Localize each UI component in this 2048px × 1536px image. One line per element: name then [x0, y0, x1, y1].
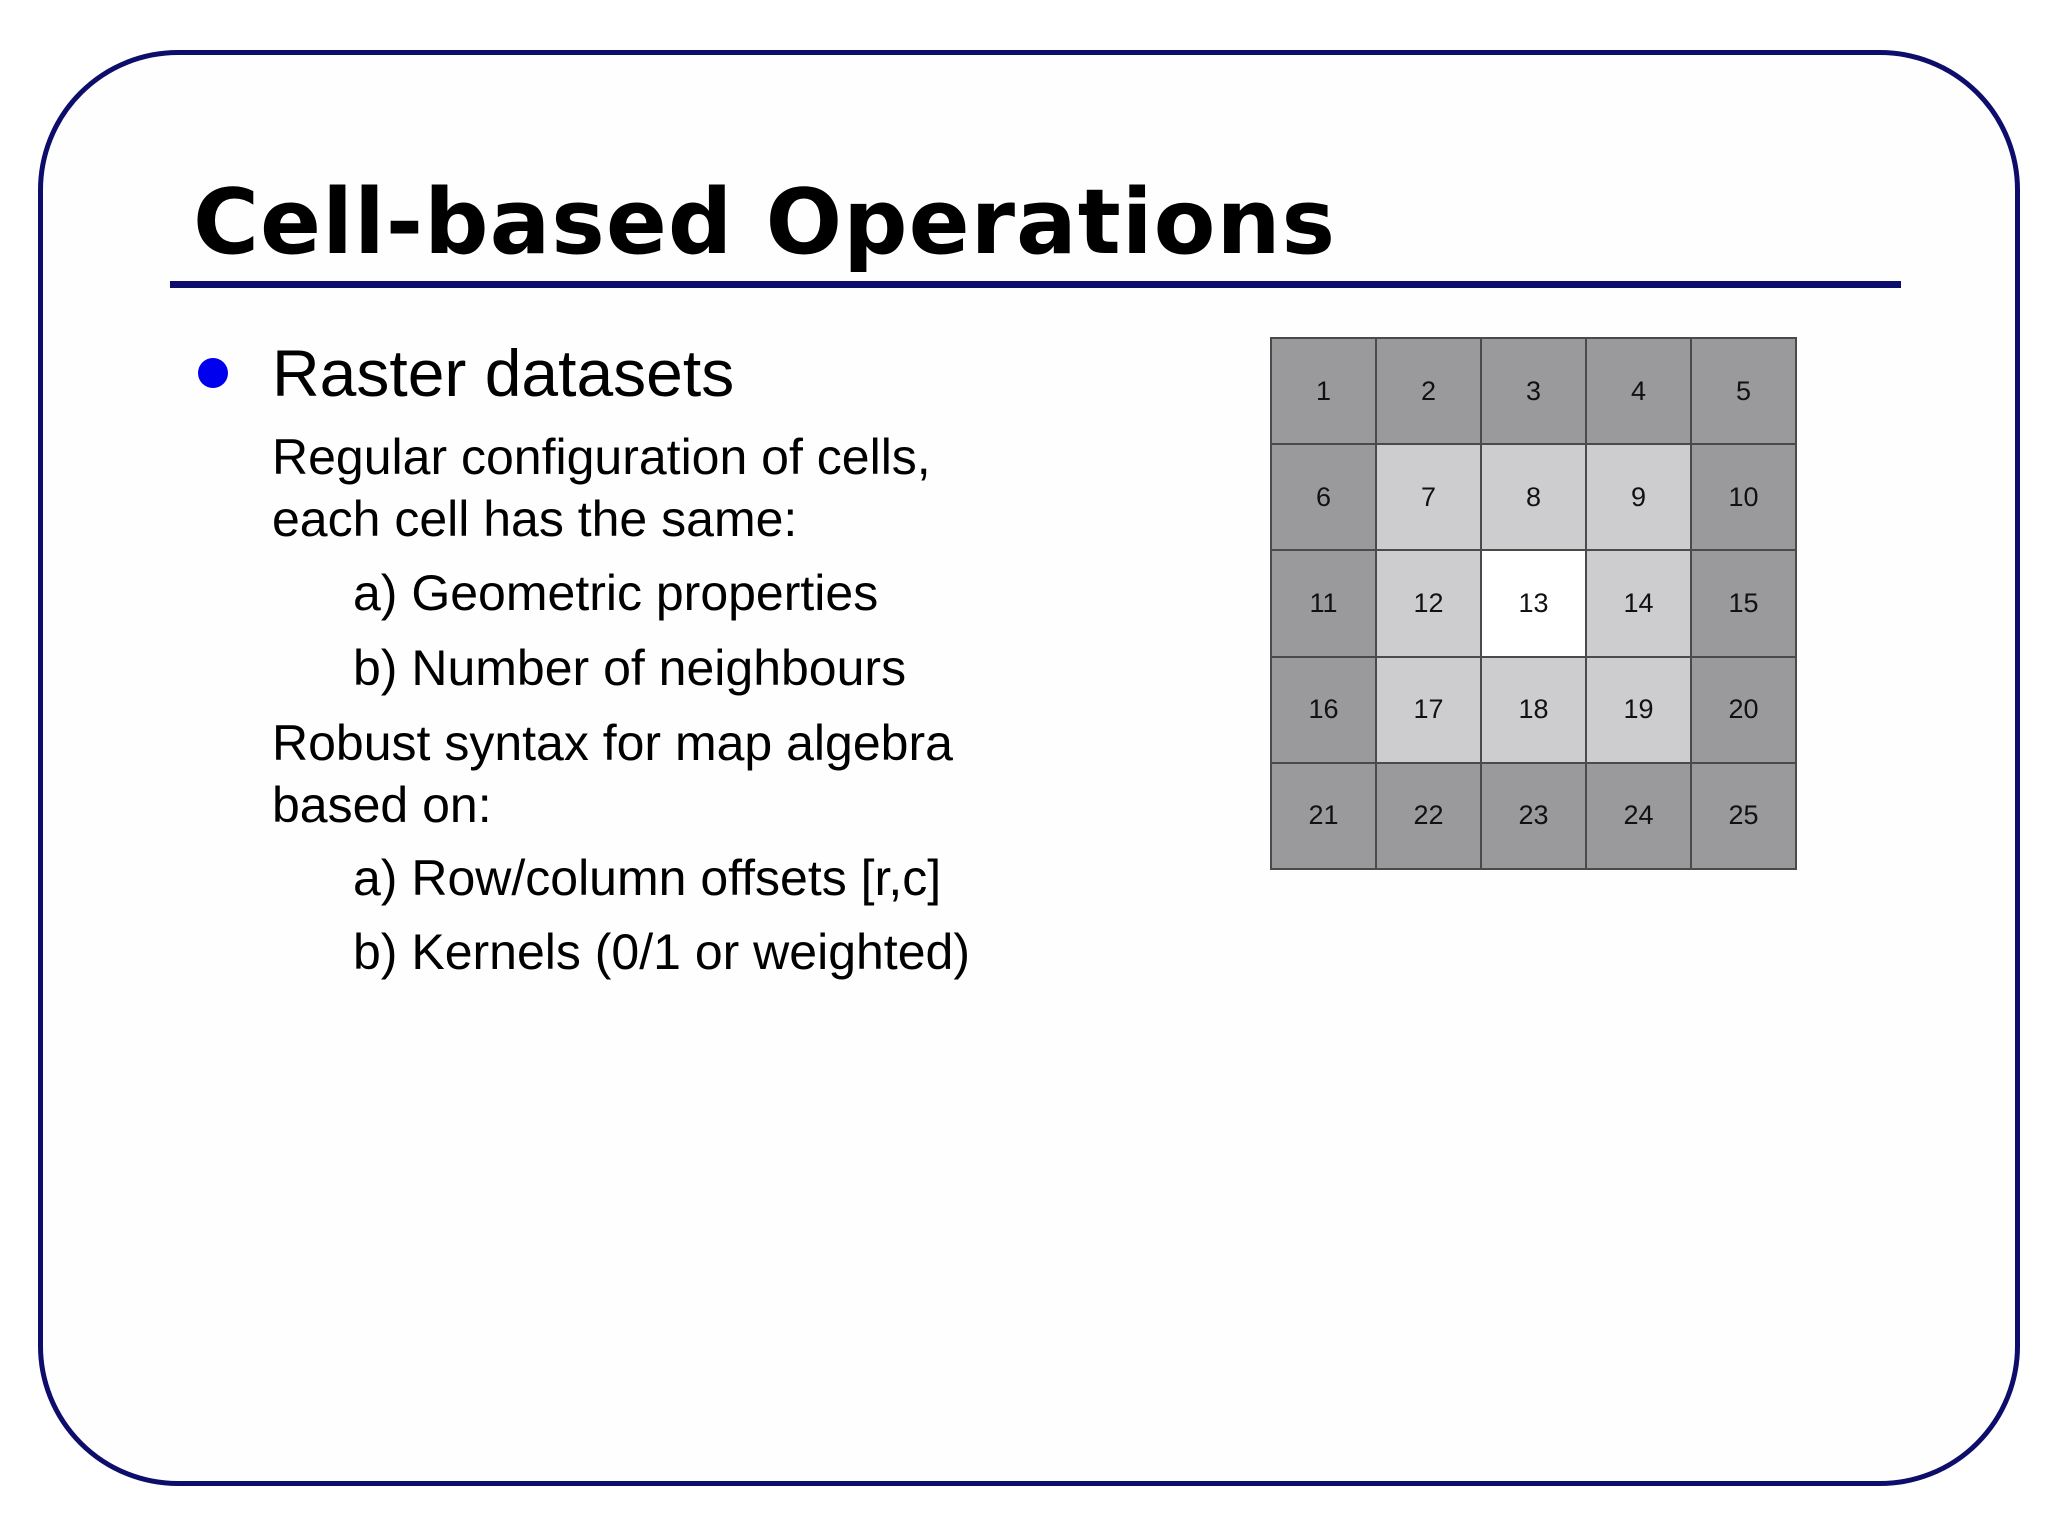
bullet-heading: Raster datasets	[272, 336, 735, 410]
title-underline	[170, 281, 1901, 288]
sub-item-kernels: b) Kernels (0/1 or weighted)	[353, 924, 970, 980]
sub-item-geometric: a) Geometric properties	[353, 565, 879, 621]
sub-item-neighbours: b) Number of neighbours	[353, 640, 907, 696]
body-line-2: each cell has the same:	[272, 491, 798, 547]
grid-cell-16: 16	[1271, 657, 1376, 763]
slide-title: Cell-based Operations	[193, 170, 1337, 275]
grid-cell-25: 25	[1691, 763, 1796, 869]
grid-cell-4: 4	[1586, 338, 1691, 444]
grid-cell-12: 12	[1376, 550, 1481, 656]
grid-cell-2: 2	[1376, 338, 1481, 444]
grid-cell-6: 6	[1271, 444, 1376, 550]
grid-cell-1: 1	[1271, 338, 1376, 444]
grid-cell-22: 22	[1376, 763, 1481, 869]
body-line-3: Robust syntax for map algebra	[272, 715, 953, 771]
grid-cell-3: 3	[1481, 338, 1586, 444]
grid-cell-21: 21	[1271, 763, 1376, 869]
grid-cell-14: 14	[1586, 550, 1691, 656]
grid-cell-19: 19	[1586, 657, 1691, 763]
grid-cell-15: 15	[1691, 550, 1796, 656]
bullet-circle-icon	[198, 358, 228, 388]
raster-grid	[1270, 337, 1797, 870]
sub-item-offsets: a) Row/column offsets [r,c]	[353, 850, 942, 906]
grid-cell-24: 24	[1586, 763, 1691, 869]
grid-cell-13: 13	[1481, 550, 1586, 656]
grid-cell-10: 10	[1691, 444, 1796, 550]
body-line-1: Regular configuration of cells,	[272, 429, 931, 485]
grid-cell-5: 5	[1691, 338, 1796, 444]
grid-cell-17: 17	[1376, 657, 1481, 763]
grid-cell-23: 23	[1481, 763, 1586, 869]
grid-cell-9: 9	[1586, 444, 1691, 550]
grid-cell-7: 7	[1376, 444, 1481, 550]
body-line-4: based on:	[272, 777, 492, 833]
grid-cell-11: 11	[1271, 550, 1376, 656]
grid-cell-18: 18	[1481, 657, 1586, 763]
grid-cell-8: 8	[1481, 444, 1586, 550]
grid-cell-20: 20	[1691, 657, 1796, 763]
